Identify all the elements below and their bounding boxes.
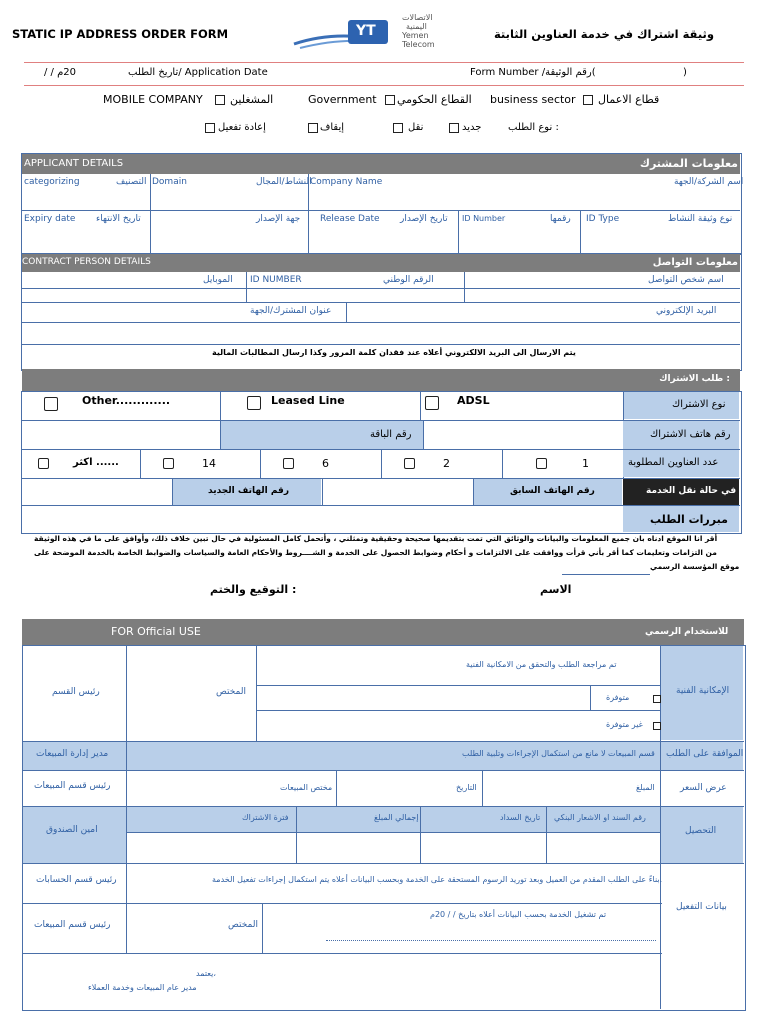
leased-line-label: Leased Line (271, 394, 345, 407)
no-objection: قسم المبيعات لا مانع من استكمال الإجراءات وتلبية الطلب (462, 749, 655, 758)
date-ar: التاريخ (456, 783, 477, 792)
company-name-label: Company Name (310, 177, 383, 187)
declaration-line2: من التزامات وتعليمات كما أقر بأني قرأت ووافقت على الالتزامات و أحكام وضوابط الحصول على الخدمة و الشــــروط والأحكام العامة والسياسات والضوابط الخاصة بالخدمة الموضحة على (34, 548, 717, 557)
sales-head: رئيس قسم المبيعات (34, 781, 111, 791)
business-checkbox[interactable] (583, 95, 593, 105)
form-number-close: ) (683, 67, 687, 78)
domain-ar: النشاط/المجال (256, 177, 312, 187)
new-phone-ar: رقم الهاتف الجديد (208, 486, 290, 496)
sales-head-2: رئيس قسم المبيعات (34, 920, 111, 930)
subscription-bar-ar: طلب الاشتراك : (659, 374, 730, 384)
count-6: 6 (322, 457, 329, 470)
applicant-bar (22, 154, 740, 174)
national-ar: الرقم الوطني (383, 275, 434, 285)
old-phone-ar: رقم الهاتف السابق (510, 486, 595, 496)
request-new: جديد (462, 122, 482, 133)
sign-ar: التوقيع والختم : (210, 583, 297, 596)
other-checkbox[interactable] (44, 397, 58, 411)
categorizing-ar: التصنيف (116, 177, 147, 187)
expiry-date-label: Expiry date (24, 214, 76, 224)
id-number-label: ID Number (462, 214, 506, 223)
specialist-2: المختص (228, 920, 258, 930)
available-ar: متوفرة (606, 693, 630, 702)
categorizing-label: categorizing (24, 177, 80, 187)
request-reactivate: إعادة تفعيل (218, 122, 266, 133)
subscription-type-ar: نوع الاشتراك (672, 399, 726, 410)
collection-ar: التحصيل (685, 826, 717, 836)
government-checkbox[interactable] (385, 95, 395, 105)
id-type-label: ID Type (586, 214, 620, 224)
logo-ar-2: اليمنية (406, 22, 427, 31)
subscription-bar (22, 369, 740, 391)
cashier: امين الصندوق (46, 825, 98, 835)
sector-business-ar: قطاع الاعمال (598, 93, 660, 106)
sector-mobile-ar: المشغلين (230, 93, 274, 106)
applicant-bar-ar: معلومات المشترك (639, 157, 738, 170)
request-type-label: نوع الطلب : (508, 122, 559, 133)
applicant-bar-en: APPLICANT DETAILS (24, 158, 124, 169)
name-ar: الاسم (540, 583, 572, 596)
release-date-ar: تاريخ الإصدار (400, 214, 448, 224)
section-head: رئيس القسم (52, 687, 100, 697)
justification-ar: مبررات الطلب (650, 513, 728, 526)
declaration-line1: أقر انا الموقع ادناه بان جميع المعلومات والبيانات والوثائق التي تمت بتقديمها صحيحة وحقيقية وتمثلني ، وأتحمل كامل المسئولية في حال تبين خلاف ذلك، وأوافق على ما في هذه الوثيقة (34, 534, 718, 543)
mobile-checkbox[interactable] (215, 95, 225, 105)
date-label: Application Date /تاريخ الطلب (128, 67, 268, 78)
sales-specialist: مختص المبيعات (280, 783, 333, 792)
total-ar: إجمالي المبلغ (374, 813, 419, 822)
adsl-label: ADSL (457, 394, 490, 407)
new-checkbox[interactable] (449, 123, 459, 133)
mobile-ar: الموبايل (203, 275, 233, 285)
logo-ar-1: الاتصالات (402, 13, 433, 22)
transfer-checkbox[interactable] (393, 123, 403, 133)
form-number-label: Form Number /رقم الوثيقة( (470, 67, 596, 78)
tech-possibility: الإمكانية الفنية (676, 686, 730, 696)
official-bar-en: FOR Official USE (111, 625, 201, 638)
count-2-checkbox[interactable] (404, 458, 415, 469)
domain-label: Domain (152, 177, 187, 187)
date-value: 20م / / (44, 67, 77, 78)
title-ar: وثيقة اشتراك في خدمة العناوين الثابتة (493, 27, 714, 41)
count-1: 1 (582, 457, 589, 470)
official-bar-ar: للاستخدام الرسمي (645, 627, 729, 637)
id-type-ar: نوع وثيقة النشاط (668, 214, 733, 224)
contact-bar-en: CONTRACT PERSON DETAILS (22, 257, 151, 267)
contact-note: يتم الارسال الى البريد الالكتروني أعلاه عند فقدان كلمة المرور وكذا ارسال المطالبات المالية (212, 348, 576, 357)
expiry-date-ar: تاريخ الانتهاء (96, 214, 141, 224)
general-manager: مدير عام المبيعات وخدمة العملاء (88, 983, 197, 992)
available-checkbox[interactable] (653, 695, 661, 703)
logo-mark: YT (356, 23, 376, 39)
reviewed-note: تم مراجعة الطلب والتحقق من الامكانية الفنية (466, 660, 617, 669)
transfer-ar: في حالة نقل الخدمة (646, 486, 737, 496)
count-2: 2 (443, 457, 450, 470)
sector-gov-ar: القطاع الحكومي (397, 93, 472, 106)
approval-ar: الموافقة على الطلب (666, 749, 744, 759)
package-ar: رقم الباقة (370, 429, 412, 440)
period-ar: فترة الاشتراك (242, 813, 289, 822)
id-number-contact: ID NUMBER (250, 275, 302, 285)
sector-mobile-en: MOBILE COMPANY (103, 93, 203, 106)
price-offer: عرض السعر (680, 783, 727, 793)
declaration-line3: موقع المؤسسة الرسمي (650, 562, 740, 571)
issuer-ar: جهة الإصدار (256, 214, 301, 224)
other-label: Other............. (82, 394, 171, 407)
accounts-head: رئيس قسم الحسابات (36, 875, 117, 885)
release-date-label: Release Date (320, 214, 380, 224)
count-14-checkbox[interactable] (163, 458, 174, 469)
stop-checkbox[interactable] (308, 123, 318, 133)
unavailable-ar: غير متوفرة (606, 720, 643, 729)
more-checkbox[interactable] (38, 458, 49, 469)
activated-on: تم تشغيل الخدمة بحسب البيانات أعلاه بتاريخ / / 20م (430, 910, 607, 919)
yemen-telecom-logo (290, 12, 450, 50)
specialist: المختص (216, 687, 246, 697)
contact-bar-ar: معلومات التواصل (652, 257, 738, 268)
count-14: 14 (202, 457, 216, 470)
leased-line-checkbox[interactable] (247, 396, 261, 410)
subscription-phone-ar: رقم هاتف الاشتراك (650, 429, 731, 440)
address-ar: عنوان المشترك/الجهة (250, 306, 332, 316)
contact-name-ar: اسم شخص التواصل (648, 275, 724, 285)
count-1-checkbox[interactable] (536, 458, 547, 469)
adsl-checkbox[interactable] (425, 396, 439, 410)
activation-note: بناءً على الطلب المقدم من العميل وبعد توريد الرسوم المستحقة على الخدمة وبحسب البيانات أعلاه يتم استكمال إجراءات تفعيل الخدمة. (212, 875, 663, 884)
receipt-no-ar: رقم السند او الاشعار البنكي (554, 813, 646, 822)
request-stop: إيقاف (320, 122, 345, 133)
email-ar: البريد الإلكتروني (656, 306, 717, 316)
more-label: اكثر ...... (73, 457, 119, 468)
sales-dept-mgr: مدير إدارة المبيعات (36, 749, 109, 759)
activation-data-ar: بيانات التفعيل (676, 902, 727, 912)
sector-business-en: business sector (490, 93, 576, 106)
unavailable-checkbox[interactable] (653, 722, 661, 730)
amount-ar: المبلغ (636, 783, 655, 792)
count-6-checkbox[interactable] (283, 458, 294, 469)
logo-en-1: Yemen (402, 31, 429, 40)
request-transfer: نقل (408, 122, 424, 133)
addresses-count-ar: عدد العناوين المطلوبة (628, 457, 719, 468)
payment-date-ar: تاريخ السداد (500, 813, 541, 822)
logo-en-2: Telecom (402, 40, 435, 49)
company-name-ar: اسم الشركة/الجهة (674, 177, 744, 187)
reactivate-checkbox[interactable] (205, 123, 215, 133)
sector-gov-en: Government (308, 93, 377, 106)
id-number-ar: رقمها (550, 214, 571, 224)
title-en: STATIC IP ADDRESS ORDER FORM (12, 27, 229, 41)
approved-ar: يعتمد، (196, 969, 216, 978)
